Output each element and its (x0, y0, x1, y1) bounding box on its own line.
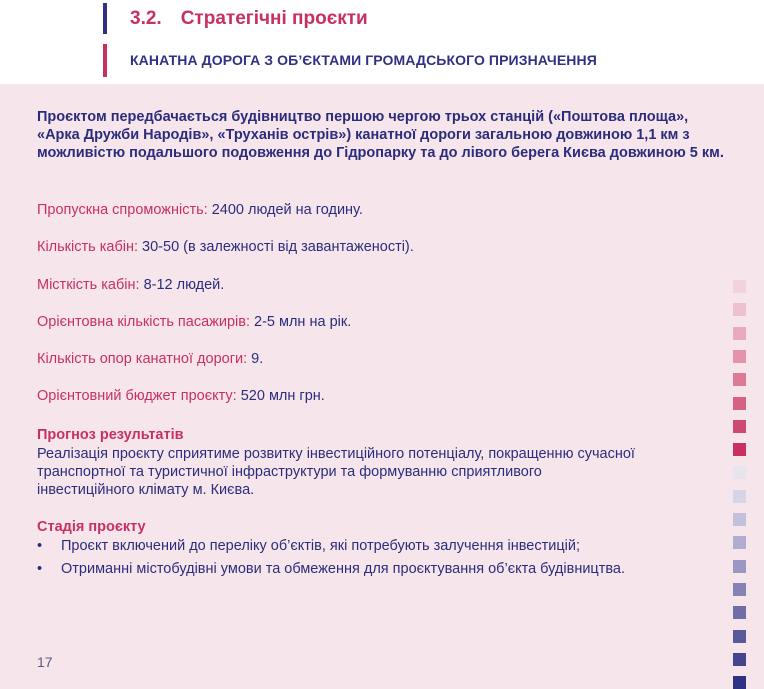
page-header (0, 0, 764, 84)
bullet-icon: • (37, 538, 43, 554)
spec-value: 30-50 (в залежності від завантаженості). (142, 239, 414, 255)
forecast-text: Реалізація проєкту сприятиме розвитку інвестиційного потенціалу, покращенню сучасної транспортної та туристичної інфраструктури та формуванню сприятливого інвестиційного клімату м. Києва. (37, 446, 635, 498)
color-swatch (733, 373, 746, 386)
page-number: 17 (37, 654, 53, 670)
stage-list (37, 538, 637, 584)
section-title-text: Стратегічні проєкти (180, 8, 368, 29)
subtitle-accent-bar (103, 44, 107, 77)
list-item-text: Проєкт включений до переліку об’єктів, які потребують залучення інвестицій; (61, 538, 580, 554)
section-title (130, 8, 368, 30)
color-swatch (733, 490, 746, 503)
stage-heading: Стадія проєкту (37, 519, 146, 535)
spec-throughput (37, 202, 363, 218)
color-swatch (733, 676, 746, 689)
spec-label: Кількість кабін: (37, 239, 139, 255)
title-accent-bar (103, 3, 107, 34)
color-swatch (733, 560, 746, 573)
color-swatch (733, 466, 746, 479)
color-swatch (733, 583, 746, 596)
spec-label: Місткість кабін: (37, 277, 140, 293)
spec-label: Орієнтовний бюджет проєкту: (37, 388, 237, 404)
color-swatch (733, 303, 746, 316)
spec-supports (37, 351, 263, 367)
spec-cabin-capacity (37, 277, 224, 293)
spec-budget (37, 388, 325, 404)
spec-value: 8-12 людей. (143, 277, 225, 293)
spec-passengers (37, 314, 351, 330)
spec-label: Орієнтовна кількість пасажирів: (37, 314, 250, 330)
color-swatch (733, 630, 746, 643)
color-swatch (733, 513, 746, 526)
intro-paragraph: Проєктом передбачається будівництво першою чергою трьох станцій («Поштова площа», «Арка Дружби Народів», «Труханів острів») канатної дороги загальною довжиною 1,1 км з можливістю подальшого подовження до Гідропарку та до лівого берега Києва довжиною 5 км. (37, 109, 724, 161)
spec-value: 520 млн грн. (240, 388, 325, 404)
color-swatch (733, 606, 746, 619)
forecast-heading: Прогноз результатів (37, 427, 184, 443)
project-subtitle: КАНАТНА ДОРОГА З ОБ’ЄКТАМИ ГРОМАДСЬКОГО ПРИЗНАЧЕННЯ (130, 52, 597, 68)
spec-value: 2400 людей на годину. (211, 202, 363, 218)
color-swatch (733, 350, 746, 363)
color-swatch (733, 327, 746, 340)
color-swatch (733, 443, 746, 456)
spec-value: 9. (251, 351, 264, 367)
section-number: 3.2. (130, 8, 162, 29)
spec-value: 2-5 млн на рік. (254, 314, 352, 330)
color-swatch (733, 397, 746, 410)
color-swatch (733, 653, 746, 666)
bullet-icon: • (37, 561, 43, 577)
list-item (37, 538, 637, 555)
list-item-text: Отриманні містобудівні умови та обмеження для проєктування об’єкта будівництва. (61, 561, 625, 577)
spec-label: Кількість опор канатної дороги: (37, 351, 248, 367)
color-swatch (733, 420, 746, 433)
spec-cabins-count (37, 239, 414, 255)
color-swatch (733, 280, 746, 293)
list-item (37, 561, 637, 578)
color-swatch (733, 536, 746, 549)
spec-label: Пропускна спроможність: (37, 202, 208, 218)
